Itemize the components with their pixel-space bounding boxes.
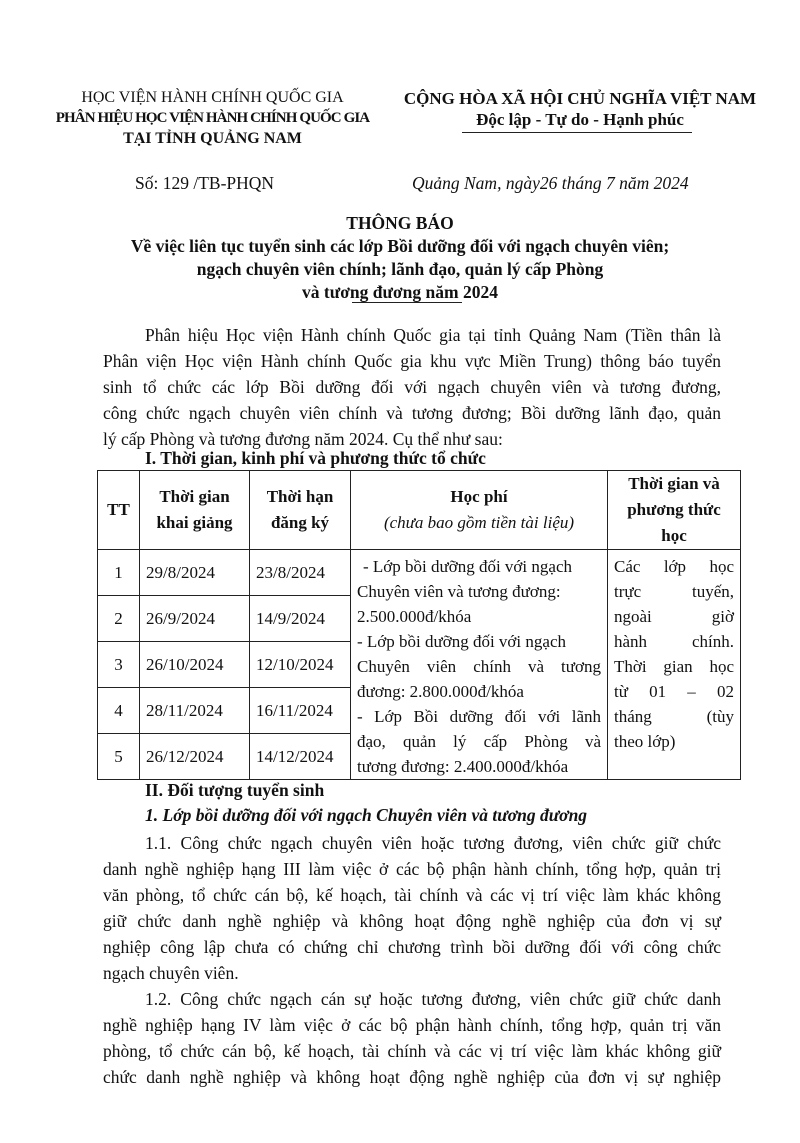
cell-start: 26/9/2024 [140, 596, 250, 642]
subsection1-heading: 1. Lớp bồi dưỡng đối với ngạch Chuyên viên và tương đương [145, 805, 588, 825]
intro-line: sinh tổ chức các lớp Bồi dưỡng đối với ngạch chuyên viên và tương đương, [103, 377, 721, 397]
cell-tt: 4 [98, 688, 140, 734]
table-row [98, 550, 741, 596]
method-line: từ 01 – 02 [614, 682, 734, 701]
cell-start: 26/10/2024 [140, 642, 250, 688]
header-deadline-line1: Thời hạn [266, 487, 334, 506]
org-name-line1: HỌC VIỆN HÀNH CHÍNH QUỐC GIA [81, 89, 344, 106]
cell-tt: 3 [98, 642, 140, 688]
fee-line: - Lớp bồi dưỡng đối với ngạch [363, 557, 572, 576]
method-line: Các lớp học [614, 557, 734, 576]
intro-line: lý cấp Phòng và tương đương năm 2024. Cụ thể như sau: [103, 429, 503, 449]
document-subtitle-line3: và tương đương năm 2024 [302, 282, 498, 302]
cell-deadline: 12/10/2024 [250, 642, 351, 688]
fee-line: đương: 2.800.000đ/khóa [357, 682, 524, 701]
method-line: Thời gian học [614, 657, 734, 676]
method-line: trực tuyến, [614, 582, 734, 601]
paragraph-line: nghiệp công lập chưa có chứng chỉ chương trình bồi dưỡng đối với công chức [103, 937, 721, 957]
place-date: Quảng Nam, ngày26 tháng 7 năm 2024 [412, 173, 689, 193]
paragraph-line: giữ chức danh nghề nghiệp và không hoạt động nghề nghiệp của đơn vị sự [103, 911, 721, 931]
fee-line: tương đương: 2.400.000đ/khóa [357, 757, 569, 776]
document-number: Số: 129 /TB-PHQN [135, 173, 275, 193]
document-subtitle-line1: Về việc liên tục tuyển sinh các lớp Bồi dưỡng đối với ngạch chuyên viên; [130, 236, 670, 256]
nation-motto: Độc lập - Tự do - Hạnh phúc [476, 110, 684, 129]
cell-tt: 2 [98, 596, 140, 642]
header-fee-line2: (chưa bao gồm tiền tài liệu) [383, 513, 575, 532]
cell-fee-details [351, 550, 608, 780]
paragraph-line: chức danh nghề nghiệp và không hoạt động nghề nghiệp của đơn vị sự nghiệp [103, 1067, 721, 1087]
cell-deadline: 23/8/2024 [250, 550, 351, 596]
document-subtitle-line2: ngạch chuyên viên chính; lãnh đạo, quản lý cấp Phòng [196, 259, 604, 279]
header-start-date [140, 471, 250, 550]
nation-title: CỘNG HÒA XÃ HỘI CHỦ NGHĨA VIỆT NAM [403, 89, 757, 108]
header-fee [351, 471, 608, 550]
fee-line: Chuyên viên chính và tương [357, 657, 601, 676]
header-method [608, 471, 741, 550]
section1-heading: I. Thời gian, kinh phí và phương thức tổ chức [145, 448, 486, 468]
paragraph-line: nghề nghiệp hạng IV làm việc ở các bộ phận hành chính, tổng hợp, quản trị văn [103, 1015, 721, 1035]
header-start-line2: khai giảng [156, 513, 233, 532]
header-method-line3: học [661, 526, 687, 545]
paragraph-line: phòng, tổ chức cán bộ, kế hoạch, tài chính và các vị trí việc làm khác không giữ [103, 1041, 721, 1061]
section2-heading: II. Đối tượng tuyển sinh [145, 780, 325, 800]
intro-line: Phân hiệu Học viện Hành chính Quốc gia tại tỉnh Quảng Nam (Tiền thân là [145, 325, 721, 345]
header-fee-line1: Học phí [450, 487, 508, 506]
fee-line: 2.500.000đ/khóa [357, 607, 472, 626]
cell-tt: 1 [98, 550, 140, 596]
header-deadline [250, 471, 351, 550]
cell-start: 26/12/2024 [140, 734, 250, 780]
title-underline [352, 302, 462, 303]
method-line: theo lớp) [614, 732, 676, 751]
fee-line: - Lớp Bồi dưỡng đối với lãnh [357, 707, 601, 726]
fee-line: - Lớp bồi dưỡng đối với ngạch [357, 632, 566, 651]
paragraph-line: ngạch chuyên viên. [103, 963, 239, 983]
header-method-line2: phương thức [627, 500, 721, 519]
paragraph-line: 1.2. Công chức ngạch cán sự hoặc tương đương, viên chức giữ chức danh [145, 989, 721, 1009]
cell-deadline: 14/9/2024 [250, 596, 351, 642]
fee-line: đạo, quản lý cấp Phòng và [357, 732, 601, 751]
cell-deadline: 16/11/2024 [250, 688, 351, 734]
cell-tt: 5 [98, 734, 140, 780]
table-header-row [98, 471, 741, 550]
header-method-line1: Thời gian và [628, 474, 720, 493]
cell-deadline: 14/12/2024 [250, 734, 351, 780]
method-line: hành chính. [614, 632, 734, 651]
paragraph-line: văn phòng, tổ chức cán bộ, kế hoạch, tài chính và các vị trí việc làm khác không [103, 885, 721, 905]
method-line: tháng (tùy [614, 707, 734, 726]
schedule-table [97, 470, 741, 780]
cell-method-details [608, 550, 741, 780]
intro-line: công chức ngạch chuyên viên chính và tương đương; Bồi dưỡng lãnh đạo, quản [103, 403, 721, 423]
header-deadline-line2: đăng ký [270, 513, 330, 532]
motto-underline [462, 132, 692, 133]
header-start-line1: Thời gian [159, 487, 230, 506]
org-name-line2: PHÂN HIỆU HỌC VIỆN HÀNH CHÍNH QUỐC GIA [55, 110, 370, 126]
paragraph-line: danh nghề nghiệp hạng III làm việc ở các bộ phận hành chính, tổng hợp, quản trị [103, 859, 721, 879]
cell-start: 28/11/2024 [140, 688, 250, 734]
method-line: ngoài giờ [614, 607, 734, 626]
header-tt: TT [98, 471, 140, 550]
document-title: THÔNG BÁO [346, 213, 454, 233]
fee-line: Chuyên viên và tương đương: [357, 582, 561, 601]
org-name-line3: TẠI TỈNH QUẢNG NAM [123, 130, 302, 147]
intro-line: Phân viện Học viện Hành chính Quốc gia khu vực Miền Trung) thông báo tuyển [103, 351, 721, 371]
cell-start: 29/8/2024 [140, 550, 250, 596]
paragraph-line: 1.1. Công chức ngạch chuyên viên hoặc tương đương, viên chức giữ chức [145, 833, 721, 853]
